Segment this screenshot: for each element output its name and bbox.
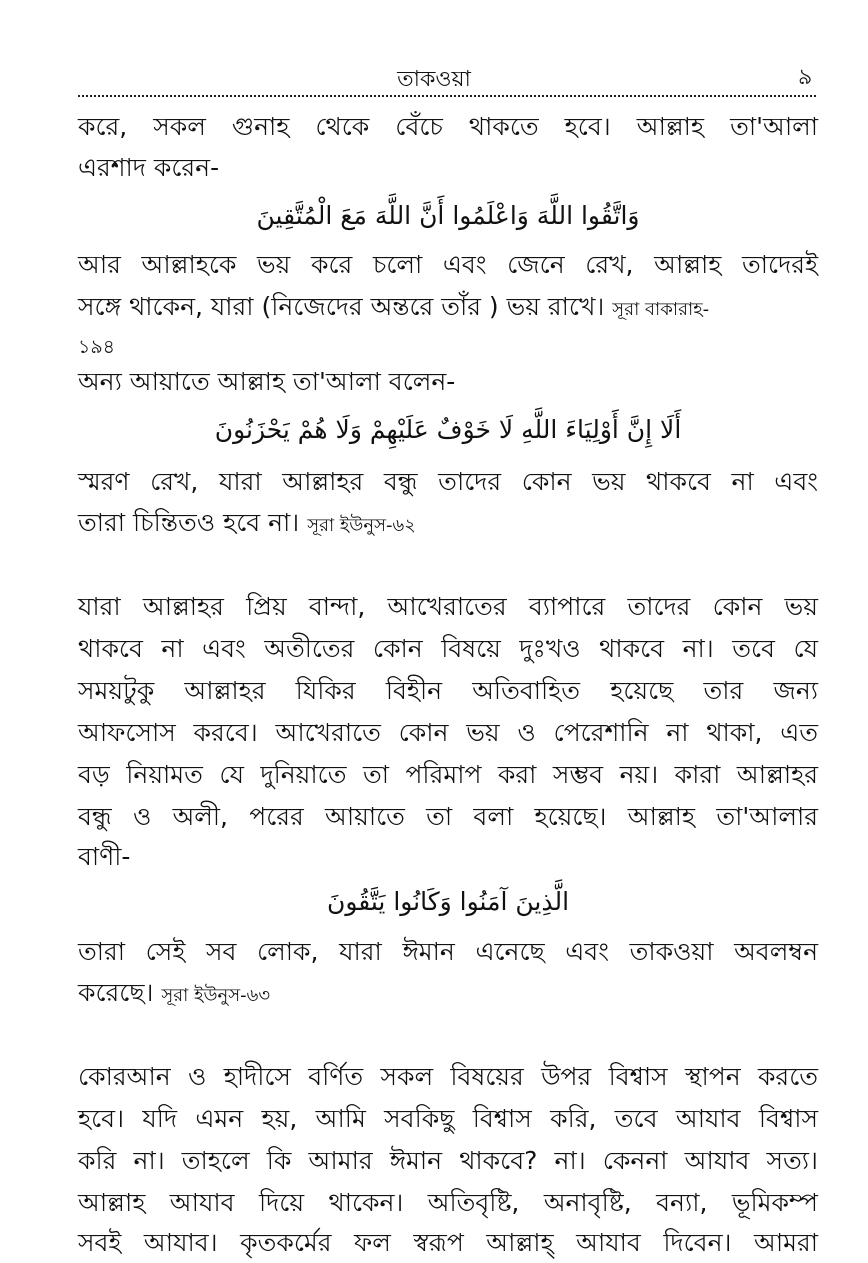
page-number: ৯ [798,65,813,90]
text-line: সময়টুকু আল্লাহর যিকির বিহীন অতিবাহিত হয়েছে তার জন্য [78,676,818,705]
text-line: করি না। তাহলে কি আমার ঈমান থাকবে? না। কেননা আযাব সত্য। [78,1146,818,1175]
text-line: কোরআন ও হাদীসে বর্ণিত সকল বিষয়ের উপর বিশ্বাস স্থাপন করতে [78,1062,818,1091]
text-line: এরশাদ করেন- [78,153,220,182]
translation-line: তারা সেই সব লোক, যারা ঈমান এনেছে এবং তাকওয়া অবলম্বন [78,937,818,966]
translation-text: সঙ্গে থাকেন, যারা (নিজেদের অন্তরে তাঁর ) ভয় রাখে। [78,292,605,321]
arabic-verse: الَّذِينَ آمَنُوا وَكَانُوا يَتَّقُونَ [326,887,570,916]
translation-text: করেছে। [78,978,154,1007]
text-line: বাণী- [78,842,131,871]
text-line: করে, সকল গুনাহ থেকে বেঁচে থাকতে হবে। আল্লাহ তা'আলা [78,112,818,141]
text-line: আল্লাহ আযাব দিয়ে থাকেন। অতিবৃষ্টি, অনাবৃষ্টি, বন্যা, ভূমিকম্প [78,1188,818,1217]
text-line: থাকবে না এবং অতীতের কোন বিষয়ে দুঃখও থাকবে না। তবে যে [78,634,818,663]
text-line: অন্য আয়াতে আল্লাহ তা'আলা বলেন- [78,367,456,396]
translation-line: স্মরণ রেখ, যারা আল্লাহর বন্ধু তাদের কোন ভয় থাকবে না এবং [78,467,818,496]
translation-text: তারা চিন্তিতও হবে না। [78,508,300,537]
translation-line: আর আল্লাহকে ভয় করে চলো এবং জেনে রেখ, আল্লাহ তাদেরই [78,250,818,279]
running-header-title: তাকওয়া [397,67,471,92]
arabic-verse: وَاتَّقُوا اللَّهَ وَاعْلَمُوا أَنَّ اللَّهَ مَعَ الْمُتَّقِينَ [256,201,640,230]
text-line: আফসোস করবে। আখেরাতে কোন ভয় ও পেরেশানি না থাকা, এত [78,718,818,747]
verse-reference: সূরা ইউনুস-৬৩ [161,985,271,1006]
verse-reference: সূরা ইউনুস-৬২ [307,515,416,536]
translation-line [78,976,818,1013]
text-line: সবই আযাব। কৃতকর্মের ফল স্বরূপ আল্লাহ্ আযাব দিবেন। আমরা [78,1228,818,1257]
translation-line [78,290,818,327]
verse-reference: ১৯৪ [78,336,115,358]
text-line: বড় নিয়ামত যে দুনিয়াতে তা পরিমাপ করা সম্ভব নয়। কারা আল্লাহর [78,760,818,789]
text-line: যারা আল্লাহর প্রিয় বান্দা, আখেরাতের ব্যাপারে তাদের কোন ভয় [78,592,818,621]
arabic-verse: أَلَا إِنَّ أَوْلِيَاءَ اللَّهِ لَا خَوْفٌ عَلَيْهِمْ وَلَا هُمْ يَحْزَنُونَ [214,415,682,444]
text-line: হবে। যদি এমন হয়, আমি সবকিছু বিশ্বাস করি, তবে আযাব বিশ্বাস [78,1104,818,1133]
verse-reference: সূরা বাকারাহ- [612,299,710,320]
text-line: বন্ধু ও অলী, পরের আয়াতে তা বলা হয়েছে। আল্লাহ তা'আলার [78,802,818,831]
translation-line [78,506,818,543]
header-dotted-rule [78,95,816,97]
